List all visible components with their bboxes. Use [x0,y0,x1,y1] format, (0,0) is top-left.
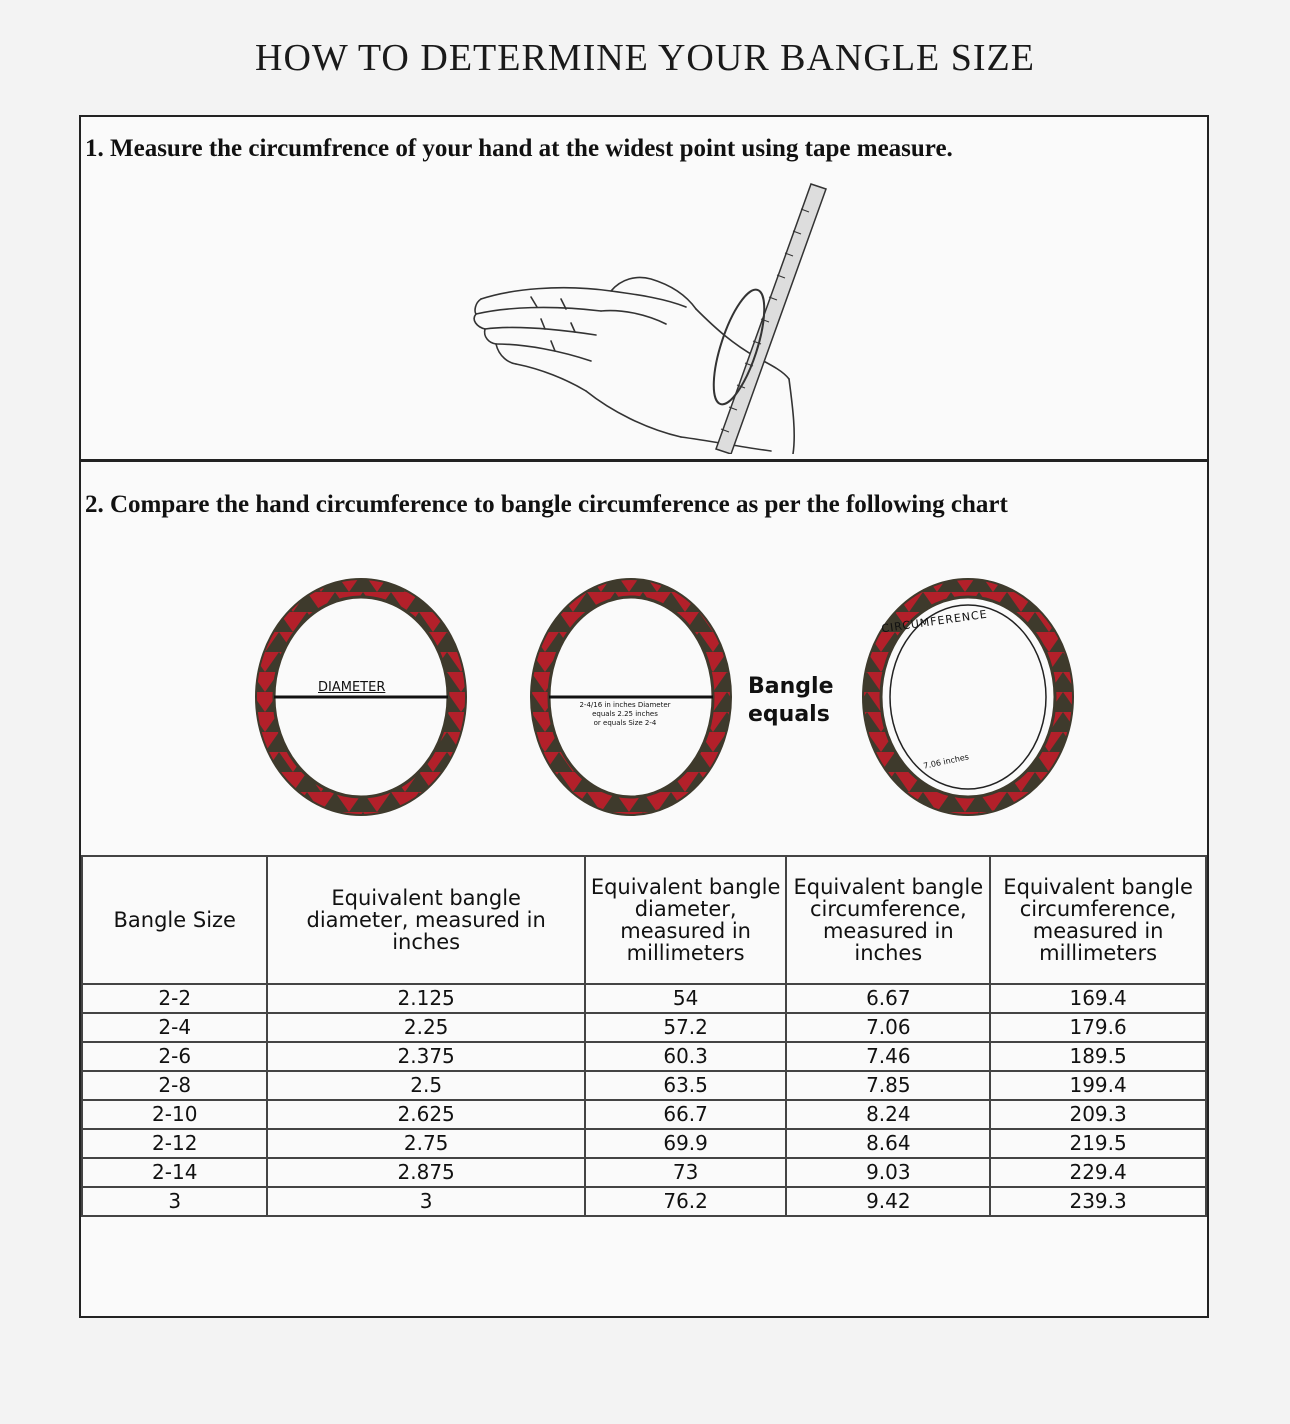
cell: 179.6 [990,1013,1206,1042]
bangle-equals-line-1: Bangle [748,674,834,699]
cell: 60.3 [585,1042,787,1071]
section-divider [81,459,1207,462]
cell: 8.24 [786,1100,990,1129]
step-2-text: 2. Compare the hand circumference to bangle circumference as per the following chart [85,491,1008,518]
col-header-bangle-size: Bangle Size [82,856,267,984]
size-chart [81,855,1207,1217]
cell: 2-6 [82,1042,267,1071]
cell: 2.75 [267,1129,584,1158]
col-header-circumference-mm: Equivalent bangle circumference, measured in millimeters [990,856,1206,984]
cell: 8.64 [786,1129,990,1158]
cell: 63.5 [585,1071,787,1100]
size-note-line-1: 2-4/16 in inches Diameter [579,701,671,709]
size-note [569,701,681,728]
table-row [82,1129,1206,1158]
cell: 73 [585,1158,787,1187]
cell: 54 [585,984,787,1013]
circumference-label: CIRCUMFERENCE [880,607,989,636]
cell: 189.5 [990,1042,1206,1071]
cell: 9.42 [786,1187,990,1216]
col-header-diameter-mm: Equivalent bangle diameter, measured in millimeters [585,856,787,984]
cell: 7.46 [786,1042,990,1071]
cell: 209.3 [990,1100,1206,1129]
inches-label: 7.06 inches [922,752,970,771]
table-row [82,1100,1206,1129]
table-row [82,1013,1206,1042]
cell: 2-8 [82,1071,267,1100]
cell: 2.25 [267,1013,584,1042]
page-title: HOW TO DETERMINE YOUR BANGLE SIZE [255,37,1035,79]
bangle-size-example-diagram [531,579,731,815]
cell: 9.03 [786,1158,990,1187]
cell: 2-4 [82,1013,267,1042]
cell: 57.2 [585,1013,787,1042]
cell: 2.125 [267,984,584,1013]
step-1-text: 1. Measure the circumfrence of your hand at the widest point using tape measure. [85,135,953,162]
cell: 76.2 [585,1187,787,1216]
col-header-diameter-inches: Equivalent bangle diameter, measured in inches [267,856,584,984]
cell: 2.5 [267,1071,584,1100]
cell: 66.7 [585,1100,787,1129]
size-note-line-2: equals 2.25 inches [592,710,658,718]
cell: 2-14 [82,1158,267,1187]
bangle-equals-line-2: equals [748,702,830,727]
cell: 6.67 [786,984,990,1013]
cell: 239.3 [990,1187,1206,1216]
size-note-line-3: or equals Size 2-4 [593,719,657,727]
table-row [82,1071,1206,1100]
table-row [82,984,1206,1013]
table-row [82,1042,1206,1071]
hand-tape-measure-illustration [471,179,831,454]
cell: 3 [82,1187,267,1216]
size-chart-table [81,855,1207,1217]
table-row [82,1158,1206,1187]
cell: 69.9 [585,1129,787,1158]
cell: 2.625 [267,1100,584,1129]
cell: 199.4 [990,1071,1206,1100]
instruction-frame [79,115,1209,1318]
bangle-diameter-diagram [256,579,466,815]
bangle-equals-text [748,673,834,729]
cell: 169.4 [990,984,1206,1013]
table-row [82,1187,1206,1216]
cell: 2-2 [82,984,267,1013]
cell: 229.4 [990,1158,1206,1187]
col-header-circumference-inches: Equivalent bangle circumference, measured in inches [786,856,990,984]
cell: 2.375 [267,1042,584,1071]
cell: 2-10 [82,1100,267,1129]
cell: 3 [267,1187,584,1216]
cell: 7.06 [786,1013,990,1042]
diameter-label: DIAMETER [318,680,386,695]
bangle-diagrams [251,572,1081,822]
cell: 2.875 [267,1158,584,1187]
cell: 2-12 [82,1129,267,1158]
table-header-row [82,856,1206,984]
cell: 7.85 [786,1071,990,1100]
cell: 219.5 [990,1129,1206,1158]
